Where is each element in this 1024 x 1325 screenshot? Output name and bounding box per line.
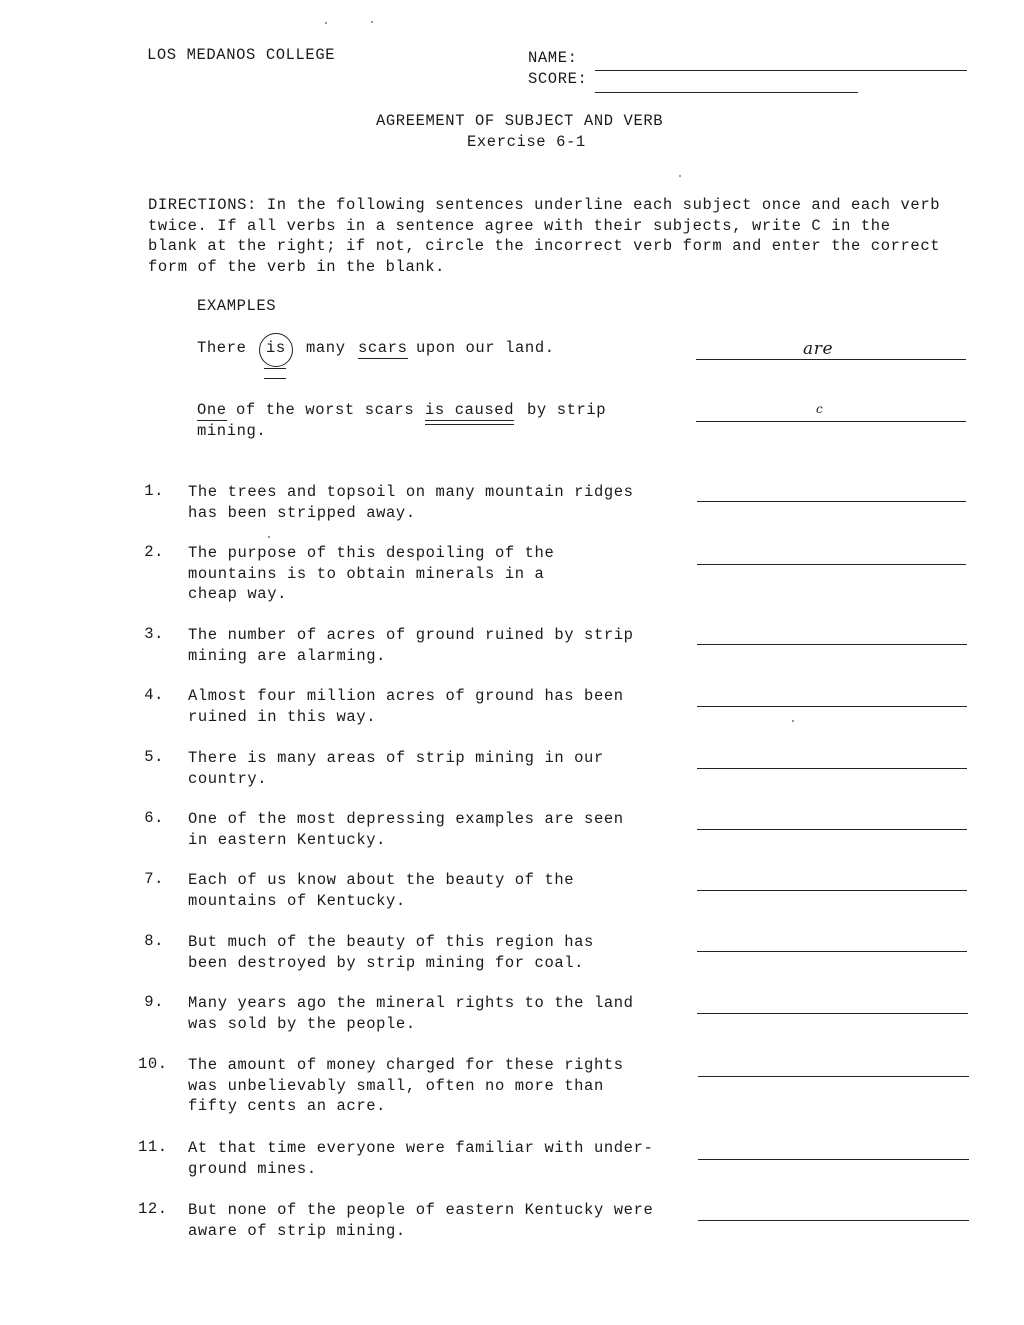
item-text [188,932,594,973]
answer-blank[interactable] [697,644,967,645]
item-line: ruined in this way. [188,707,377,726]
example-1-mid: many [306,339,346,357]
directions-line: form of the verb in the blank. [148,257,446,276]
item-text [188,482,634,523]
item-line: ground mines. [188,1159,317,1178]
answer-blank[interactable] [697,829,967,830]
item-line: aware of strip mining. [188,1221,406,1240]
example-2-answer: c [816,402,824,416]
answer-blank[interactable] [698,1159,969,1160]
example-2-after: by strip [527,401,607,419]
answer-blank[interactable] [697,706,967,707]
answer-blank[interactable] [697,951,967,952]
item-text [188,543,554,605]
example-1-verb: is [266,339,286,357]
example-2-verb-wrap [425,401,514,419]
item-line: was unbelievably small, often no more than [188,1076,604,1095]
item-line: was sold by the people. [188,1014,416,1033]
example-2-verb: is caused [425,401,515,419]
verb-underline [264,378,286,379]
name-field[interactable] [595,70,967,71]
example-2-subject-wrap [197,401,227,419]
answer-blank[interactable] [697,501,966,502]
item-line: The purpose of this despoiling of the [188,544,555,562]
item-line: in eastern Kentucky. [188,830,387,849]
item-text [188,625,634,666]
item-text [188,870,574,911]
example-2-subject: One [197,401,227,419]
scan-speck [679,175,681,177]
item-number: 9. [144,993,164,1011]
item-line: But much of the beauty of this region has [188,933,594,951]
example-1-after: upon our land. [416,339,555,357]
directions-line: twice. If all verbs in a sentence agree with their subjects, write C in the [148,216,891,235]
answer-blank[interactable] [697,564,966,565]
item-number: 3. [144,625,164,643]
item-number: 7. [144,870,164,888]
item-line: But none of the people of eastern Kentucky were [188,1201,654,1219]
item-number: 4. [144,686,164,704]
answer-blank[interactable] [696,359,966,360]
answer-blank[interactable] [697,890,967,891]
item-line: The number of acres of ground ruined by strip [188,626,634,644]
example-1-subject: scars [358,339,408,357]
exercise-number: Exercise 6-1 [467,133,586,151]
example-2-line2: mining. [197,422,267,440]
item-line: Almost four million acres of ground has been [188,687,624,705]
item-number: 11. [138,1138,168,1156]
item-line: mountains is to obtain minerals in a [188,564,545,583]
scan-speck [371,21,373,23]
item-line: fifty cents an acre. [188,1097,387,1115]
answer-blank[interactable] [698,1220,969,1221]
item-number: 1. [144,482,164,500]
item-line: country. [188,769,268,788]
item-number: 12. [138,1200,168,1218]
name-label: NAME: [528,49,578,67]
answer-blank[interactable] [697,768,967,769]
directions-line: blank at the right; if not, circle the incorrect verb form and enter the correct [148,237,941,255]
answer-blank[interactable] [696,421,966,422]
item-text [188,686,624,727]
item-number: 2. [144,543,164,561]
exercise-title: AGREEMENT OF SUBJECT AND VERB [376,112,664,130]
score-label: SCORE: [528,70,588,88]
item-number: 8. [144,932,164,950]
item-line: mining are alarming. [188,646,387,665]
item-line: The trees and topsoil on many mountain ridges [188,483,634,501]
scan-speck [268,536,270,538]
item-text [188,1138,653,1179]
scan-speck [325,22,327,24]
score-field[interactable] [595,92,858,93]
item-number: 6. [144,809,164,827]
answer-blank[interactable] [698,1076,969,1077]
item-line: One of the most depressing examples are seen [188,810,624,828]
example-1-answer: are [803,339,834,359]
item-text [188,748,604,789]
example-2-mid: of the worst scars [236,401,415,419]
item-line: There is many areas of strip mining in our [188,749,604,767]
examples-heading: EXAMPLES [197,297,277,315]
college-name: LOS MEDANOS COLLEGE [147,46,336,64]
example-1-before: There [197,339,247,357]
item-text [188,1200,653,1241]
directions [148,195,940,277]
item-number: 5. [144,748,164,766]
item-line: Many years ago the mineral rights to the land [188,994,634,1012]
item-line: mountains of Kentucky. [188,891,406,910]
item-number: 10. [138,1055,168,1073]
item-text [188,809,624,850]
item-line: The amount of money charged for these rights [188,1056,624,1074]
item-line: has been stripped away. [188,503,416,522]
item-line: cheap way. [188,585,288,603]
item-line: Each of us know about the beauty of the [188,871,575,889]
example-1-subject-wrap [358,339,408,357]
item-text [188,993,634,1034]
answer-blank[interactable] [697,1013,968,1014]
item-text [188,1055,624,1117]
scan-speck [792,720,794,722]
item-line: been destroyed by strip mining for coal. [188,953,585,972]
item-line: At that time everyone were familiar with under- [188,1139,654,1157]
verb-underline [264,368,286,369]
directions-line: DIRECTIONS: In the following sentences underline each subject once and each verb [148,196,941,214]
